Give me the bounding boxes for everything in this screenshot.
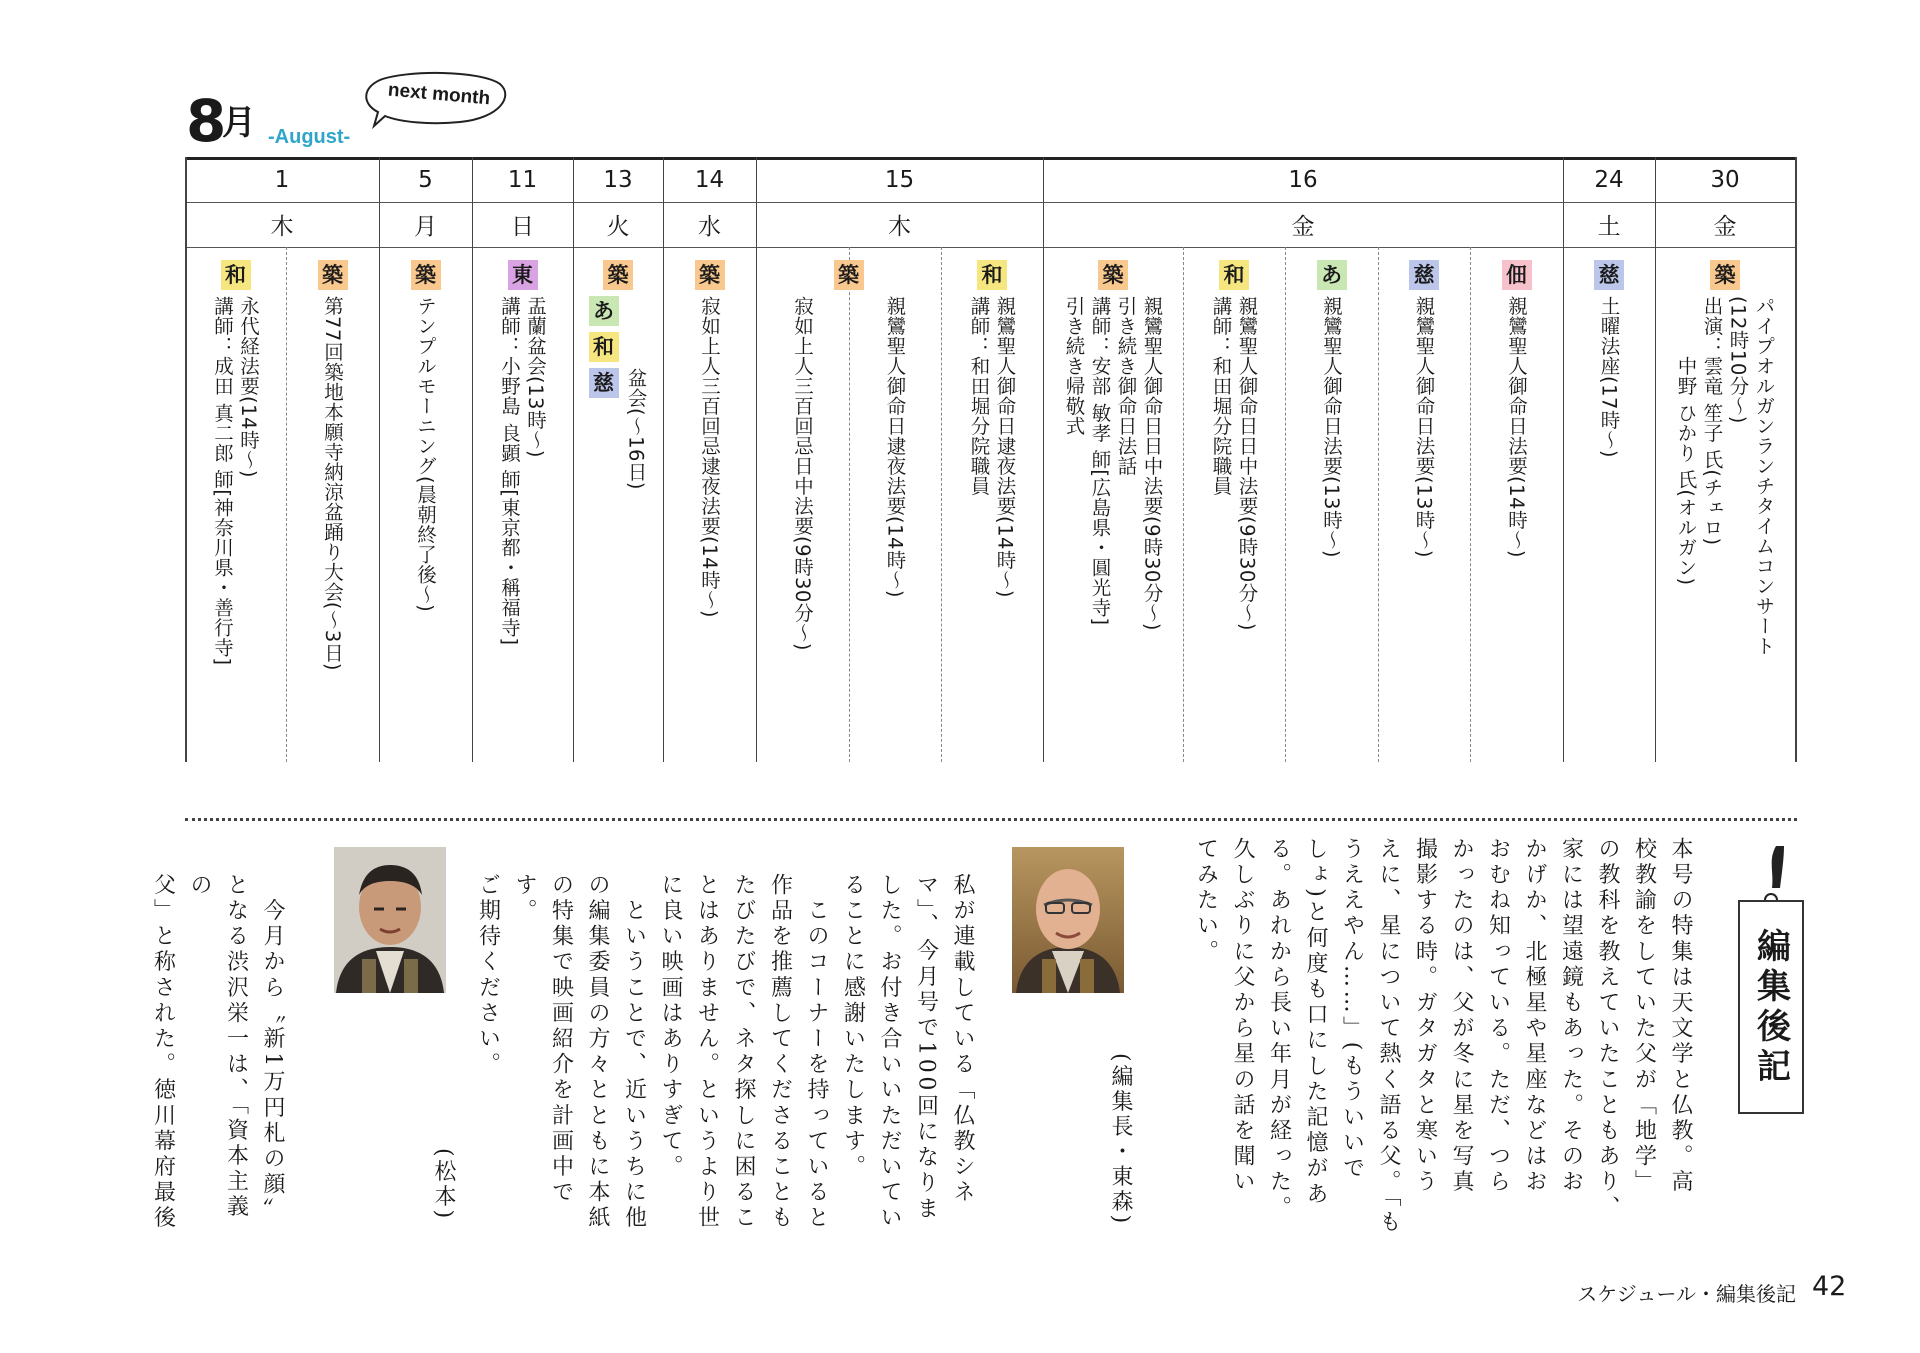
editorial-signature-2: (松本): [431, 1148, 456, 1222]
temple-tag-wa: 和: [589, 332, 619, 362]
event-shinran-nicchu-wada: [1183, 260, 1285, 631]
editorial-line: となる渋沢栄一は、「資本主義の: [187, 873, 249, 1221]
event-text: 永代経法要(14時～): [237, 296, 260, 479]
event-shinran-taiya-tsukiji: [849, 296, 941, 598]
editorial-title: 編集後記: [1750, 928, 1791, 1088]
date-cell: 15: [884, 166, 915, 193]
section-footer-label: スケジュール・編集後記: [1577, 1282, 1796, 1306]
editorial-line: マ」、今月号で100回になりま: [913, 873, 939, 1222]
editorial-column-2: [458, 873, 980, 1233]
editorial-line: ることに感謝いたします。: [840, 873, 866, 1181]
event-saturday-hoza: [1563, 260, 1655, 458]
date-cell: 5: [418, 166, 433, 193]
temple-tag-tsukiji: 築: [1710, 260, 1740, 290]
weekday-cell: 金: [1713, 214, 1737, 240]
event-bon-e: [573, 260, 663, 490]
event-jakunyo-nicchu: [756, 296, 849, 651]
editorial-line: 私が連載している「仏教シネ: [950, 873, 975, 1206]
event-text: 第77回築地本願寺納涼盆踊り大会(～3日): [321, 296, 344, 671]
editorial-line: 家には望遠鏡もあった。そのお: [1558, 837, 1584, 1196]
event-text: 講師：成田 真二郎 師[神奈川県・善行寺]: [211, 296, 234, 666]
event-text: 講師：安部 敏孝 師[広島県・圓光寺]: [1088, 296, 1112, 626]
event-urabon: [472, 260, 573, 646]
event-text: パイプオルガンランチタイムコンサート: [1752, 296, 1776, 656]
next-month-bubble: [360, 68, 510, 130]
editorial-line: かったのは、父が冬に星を写真: [1449, 837, 1474, 1196]
temple-tag-a: あ: [589, 296, 619, 326]
event-text: 親鸞聖人御命日法要(13時～): [1412, 296, 1436, 559]
temple-tag-a: あ: [1317, 260, 1347, 290]
editorial-line: 本号の特集は天文学と仏教。高: [1668, 837, 1693, 1196]
editorial-line: 撮影する時。ガタガタと寒いう: [1412, 837, 1438, 1196]
event-shinran-a: [1285, 260, 1378, 558]
editorial-line: たびたびで、ネタ探しに困るこ: [731, 873, 756, 1232]
editorial-line: しょ)と何度も口にした記憶があ: [1303, 837, 1328, 1208]
editorial-line: る。あれから長い年月が経った。: [1266, 837, 1292, 1221]
month-kanji: 月: [222, 103, 256, 143]
temple-tag-tsukiji: 築: [695, 260, 725, 290]
editorial-line: した。お付き合いいただいてい: [877, 873, 902, 1232]
temple-tag-tsukiji: 築: [834, 260, 864, 290]
event-text: 引き続き御命日法話: [1114, 296, 1138, 476]
temple-tag-ji: 慈: [1409, 260, 1439, 290]
editorial-line: 久しぶりに父から星の話を聞い: [1230, 837, 1255, 1196]
event-text: 親鸞聖人御命日日中法要(9時30分～): [1140, 296, 1164, 631]
weekday-cell: 水: [698, 214, 721, 240]
event-shinran-taiya-wada: [941, 260, 1043, 598]
weekday-cell: 木: [270, 214, 294, 240]
event-temple-morning: [379, 260, 472, 612]
event-text: 親鸞聖人御命日逮夜法要(14時～): [993, 296, 1017, 599]
event-text: 親鸞聖人御命日法要(13時～): [1320, 296, 1343, 559]
editorial-line: てみたい。: [1193, 837, 1219, 965]
editorial-line: とはありません。というより世: [694, 873, 720, 1232]
date-cell: 30: [1710, 166, 1740, 193]
editorial-column-3: [150, 873, 290, 1233]
event-text: 講師：小野島 良顕 師[東京都・稱福寺]: [498, 296, 521, 646]
event-bon-odori: [286, 260, 379, 671]
editorial-line: 作品を推薦してくださることも: [767, 873, 793, 1232]
editorial-line: の教科を教えていたこともあり、: [1595, 837, 1620, 1221]
month-english: -August-: [268, 126, 351, 148]
editorial-signature-1: (編集長・東森): [1108, 1053, 1133, 1227]
weekday-cell: 火: [606, 214, 630, 240]
date-cell: 13: [603, 166, 633, 193]
event-text: 寂如上人三百回忌逮夜法要(14時～): [698, 296, 721, 619]
weekday-cell: 月: [414, 214, 437, 240]
schedule-table: [185, 157, 1797, 762]
page-number: 42: [1812, 1271, 1847, 1302]
event-text: 土曜法座(17時～): [1597, 296, 1621, 459]
temple-tag-higashi: 東: [508, 260, 538, 290]
temple-tag-tsukiji: 築: [411, 260, 441, 290]
editor-in-chief-photo: [1012, 847, 1124, 993]
editorial-line: うええやん……」(もういいで: [1339, 837, 1365, 1182]
date-cell: 16: [1288, 166, 1318, 193]
event-text: テンプルモーニング(晨朝終了後～): [414, 296, 437, 613]
weekday-cell: 土: [1597, 214, 1621, 240]
event-text: 講師：和田堀分院職員: [1209, 296, 1233, 496]
date-cell: 24: [1594, 166, 1624, 193]
editorial-heading: [1738, 842, 1806, 1112]
event-shinran-nicchu-tsukiji: [1043, 260, 1183, 631]
column-divider: [1563, 157, 1564, 762]
event-tsukiji-15: [756, 260, 941, 296]
matsumoto-photo: [334, 847, 446, 993]
event-jakunyo-taiya: [663, 260, 756, 618]
table-divider: [185, 247, 1797, 248]
temple-tag-tsukiji: 築: [1098, 260, 1128, 290]
editorial-line: 校教諭をしていた父が「地学」: [1631, 837, 1657, 1196]
temple-tag-ji: 慈: [1594, 260, 1624, 290]
month-number: 8: [186, 87, 227, 155]
editorial-line: 父」と称された。徳川幕府最後: [150, 873, 176, 1232]
event-text: 中野 ひかり 氏(オルガン): [1674, 296, 1698, 586]
editorial-line: の特集で映画紹介を計画中です。: [512, 873, 574, 1206]
editorial-line: ご期待ください。: [475, 873, 501, 1078]
date-cell: 1: [274, 166, 290, 193]
next-month-label: next month: [387, 79, 491, 110]
editorial-column-1: [1178, 837, 1698, 1255]
event-text: 講師：和田堀分院職員: [967, 296, 991, 496]
event-organ-concert: [1655, 260, 1795, 656]
event-text: 盂蘭盆会(13時～): [524, 296, 547, 459]
temple-tag-tsukiji: 築: [603, 260, 633, 290]
event-text: 親鸞聖人御命日逮夜法要(14時～): [883, 296, 907, 599]
temple-tag-tsukuda: 佃: [1502, 260, 1532, 290]
event-shinran-tsukuda: [1470, 260, 1563, 558]
date-cell: 11: [507, 166, 538, 193]
date-cell: 14: [694, 166, 725, 193]
temple-tag-ji: 慈: [589, 368, 619, 398]
weekday-cell: 木: [888, 214, 911, 240]
event-text: (12時10分～): [1726, 296, 1750, 424]
temple-tag-wa: 和: [1219, 260, 1249, 290]
weekday-cell: 金: [1291, 214, 1315, 240]
editorial-line: このコーナーを持っていると: [804, 873, 829, 1232]
event-eitaikyo: [185, 260, 286, 666]
editorial-line: ということで、近いうちに他: [621, 873, 647, 1232]
event-text: 寂如上人三百回忌日中法要(9時30分～): [791, 296, 814, 651]
editorial-line: 今月から〝新1万円札の顔〟: [260, 873, 285, 1224]
event-text: 出演：雲竜 笙子 氏(チェロ): [1700, 296, 1724, 546]
weekday-cell: 日: [511, 214, 534, 240]
temple-tag-tsukiji: 築: [318, 260, 348, 290]
editorial-line: おむね知っている。ただ、つら: [1485, 837, 1511, 1196]
temple-tag-wa: 和: [977, 260, 1007, 290]
event-text: 親鸞聖人御命日法要(14時～): [1505, 296, 1528, 559]
editorial-line: かげか、北極星や星座などはお: [1522, 837, 1547, 1196]
temple-tag-wa: 和: [221, 260, 251, 290]
editorial-line: えに、星について熱く語る父。「も: [1376, 837, 1401, 1236]
editorial-line: の編集委員の方々とともに本紙: [585, 873, 610, 1232]
event-text: 親鸞聖人御命日日中法要(9時30分～): [1235, 296, 1259, 631]
editorial-line: に良い映画はありすぎて。: [658, 873, 683, 1181]
event-shinran-ji: [1378, 260, 1470, 558]
table-edge: [1795, 157, 1797, 762]
section-separator: [185, 818, 1797, 821]
event-text: 引き続き帰敬式: [1062, 296, 1086, 436]
event-text: 盆会(～16日): [624, 368, 648, 491]
